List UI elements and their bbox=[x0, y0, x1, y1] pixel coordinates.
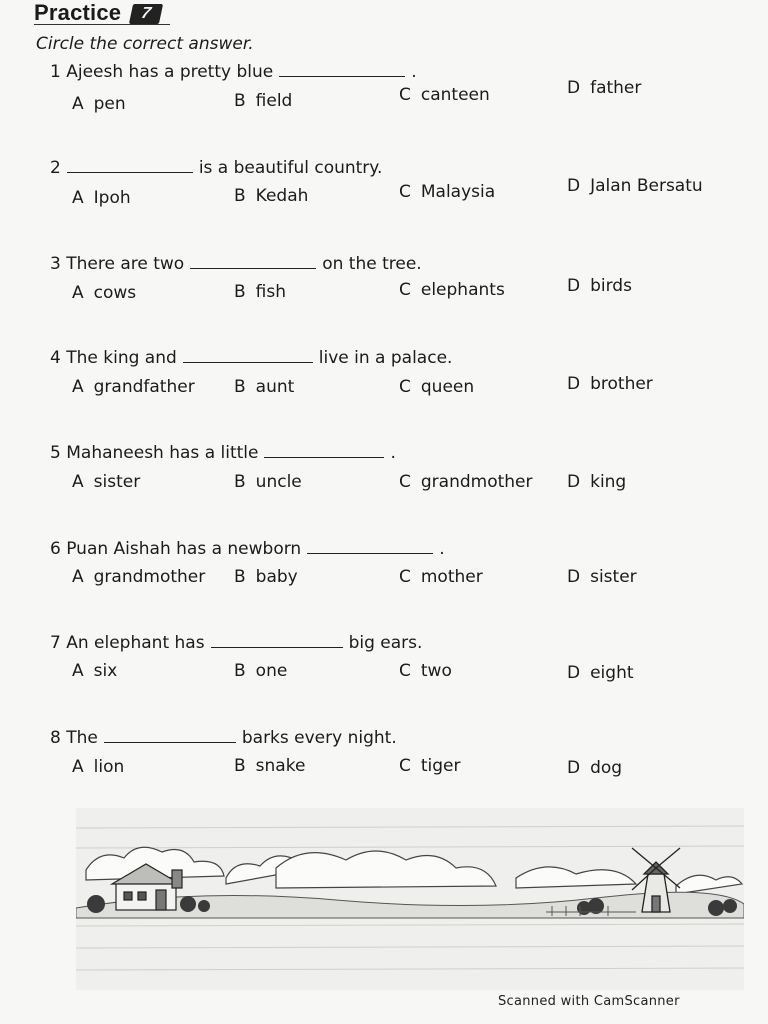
question-number: 8 bbox=[50, 728, 61, 748]
scanner-watermark: Scanned with CamScanner bbox=[498, 994, 680, 1009]
landscape-illustration bbox=[76, 808, 744, 990]
question-text-after: . bbox=[411, 62, 417, 82]
option-c[interactable]: C two bbox=[399, 661, 452, 681]
title-text: Practice bbox=[34, 0, 122, 25]
answer-blank bbox=[67, 158, 193, 173]
question-number: 3 bbox=[50, 254, 61, 274]
option-d[interactable]: D dog bbox=[567, 758, 623, 778]
question-number: 4 bbox=[50, 348, 61, 368]
question-text-after: barks every night. bbox=[241, 728, 397, 748]
question-number: 1 bbox=[50, 62, 61, 82]
title-underline bbox=[34, 24, 170, 25]
option-text: brother bbox=[590, 374, 653, 394]
option-c[interactable]: C queen bbox=[399, 377, 475, 397]
instruction-text: Circle the correct answer. bbox=[36, 34, 254, 54]
option-text: pen bbox=[93, 94, 126, 114]
option-b[interactable]: B baby bbox=[234, 567, 298, 587]
answer-blank bbox=[264, 443, 384, 458]
question-stem bbox=[50, 254, 422, 274]
option-a[interactable]: A sister bbox=[72, 472, 141, 492]
option-d[interactable]: D sister bbox=[567, 567, 637, 587]
option-text: lion bbox=[93, 757, 125, 777]
option-text: mother bbox=[420, 567, 483, 587]
option-text: Ipoh bbox=[93, 188, 131, 208]
question-number: 5 bbox=[50, 443, 61, 463]
question-text-before: There are two bbox=[66, 254, 185, 274]
question-text-after: on the tree. bbox=[322, 254, 422, 274]
option-c[interactable]: C mother bbox=[399, 567, 483, 587]
option-b[interactable]: B uncle bbox=[234, 472, 302, 492]
option-text: one bbox=[255, 661, 288, 681]
option-d[interactable]: D brother bbox=[567, 374, 653, 394]
question-text-before: Mahaneesh has a little bbox=[66, 443, 259, 463]
option-b[interactable]: B field bbox=[234, 91, 293, 111]
option-text: grandmother bbox=[420, 472, 533, 492]
option-text: dog bbox=[590, 758, 623, 778]
option-c[interactable]: C canteen bbox=[399, 85, 490, 105]
option-c[interactable]: C elephants bbox=[399, 280, 505, 300]
option-text: baby bbox=[255, 567, 298, 587]
option-d[interactable]: D eight bbox=[567, 663, 634, 683]
question-stem bbox=[50, 728, 397, 748]
option-a[interactable]: A Ipoh bbox=[72, 188, 131, 208]
option-b[interactable]: B Kedah bbox=[234, 186, 309, 206]
option-b[interactable]: B fish bbox=[234, 282, 287, 302]
answer-blank bbox=[190, 254, 316, 269]
option-a[interactable]: A six bbox=[72, 661, 118, 681]
option-a[interactable]: A grandmother bbox=[72, 567, 206, 587]
option-b[interactable]: B snake bbox=[234, 756, 306, 776]
question-text-after: . bbox=[390, 443, 396, 463]
option-text: uncle bbox=[255, 472, 302, 492]
option-d[interactable]: D birds bbox=[567, 276, 632, 296]
option-text: eight bbox=[590, 663, 634, 683]
question-text-before: An elephant has bbox=[66, 633, 205, 653]
question-text-before: Ajeesh has a pretty blue bbox=[66, 62, 274, 82]
option-c[interactable]: C tiger bbox=[399, 756, 461, 776]
option-text: snake bbox=[255, 756, 306, 776]
question-stem bbox=[50, 633, 422, 653]
option-a[interactable]: A pen bbox=[72, 94, 126, 114]
option-d[interactable]: D Jalan Bersatu bbox=[567, 176, 703, 196]
option-text: elephants bbox=[420, 280, 505, 300]
answer-blank bbox=[279, 62, 405, 77]
option-c[interactable]: C Malaysia bbox=[399, 182, 496, 202]
question-stem bbox=[50, 62, 417, 82]
answer-blank bbox=[104, 728, 236, 743]
option-text: grandmother bbox=[93, 567, 206, 587]
question-stem bbox=[50, 158, 382, 178]
option-text: canteen bbox=[420, 85, 490, 105]
question-text-after: big ears. bbox=[348, 633, 423, 653]
option-a[interactable]: A grandfather bbox=[72, 377, 195, 397]
question-text-before: The bbox=[66, 728, 98, 748]
option-a[interactable]: A cows bbox=[72, 283, 137, 303]
answer-blank bbox=[183, 348, 313, 363]
option-text: two bbox=[420, 661, 452, 681]
answer-blank bbox=[211, 633, 343, 648]
option-text: king bbox=[590, 472, 627, 492]
question-number: 2 bbox=[50, 158, 61, 178]
practice-number-badge: 7 bbox=[129, 4, 163, 24]
option-c[interactable]: C grandmother bbox=[399, 472, 533, 492]
option-text: cows bbox=[93, 283, 137, 303]
option-b[interactable]: B aunt bbox=[234, 377, 295, 397]
option-b[interactable]: B one bbox=[234, 661, 288, 681]
option-text: birds bbox=[590, 276, 632, 296]
option-d[interactable]: D father bbox=[567, 78, 642, 98]
option-text: field bbox=[255, 91, 293, 111]
question-number: 6 bbox=[50, 539, 61, 559]
question-number: 7 bbox=[50, 633, 61, 653]
option-a[interactable]: A lion bbox=[72, 757, 125, 777]
page-title bbox=[34, 0, 161, 26]
option-text: Kedah bbox=[255, 186, 309, 206]
option-text: sister bbox=[590, 567, 637, 587]
option-text: tiger bbox=[420, 756, 461, 776]
question-text-after: . bbox=[439, 539, 445, 559]
option-text: father bbox=[590, 78, 642, 98]
option-text: Malaysia bbox=[420, 182, 496, 202]
option-text: grandfather bbox=[93, 377, 195, 397]
option-text: six bbox=[93, 661, 118, 681]
question-text-after: live in a palace. bbox=[318, 348, 453, 368]
option-text: Jalan Bersatu bbox=[590, 176, 703, 196]
option-text: queen bbox=[420, 377, 475, 397]
option-text: fish bbox=[255, 282, 287, 302]
question-stem bbox=[50, 539, 445, 559]
question-stem bbox=[50, 348, 452, 368]
answer-blank bbox=[307, 539, 433, 554]
question-text-before: Puan Aishah has a newborn bbox=[66, 539, 302, 559]
option-d[interactable]: D king bbox=[567, 472, 627, 492]
question-text-after: is a beautiful country. bbox=[198, 158, 383, 178]
question-text-before: The king and bbox=[66, 348, 177, 368]
option-text: sister bbox=[93, 472, 141, 492]
option-text: aunt bbox=[255, 377, 295, 397]
question-stem bbox=[50, 443, 396, 463]
